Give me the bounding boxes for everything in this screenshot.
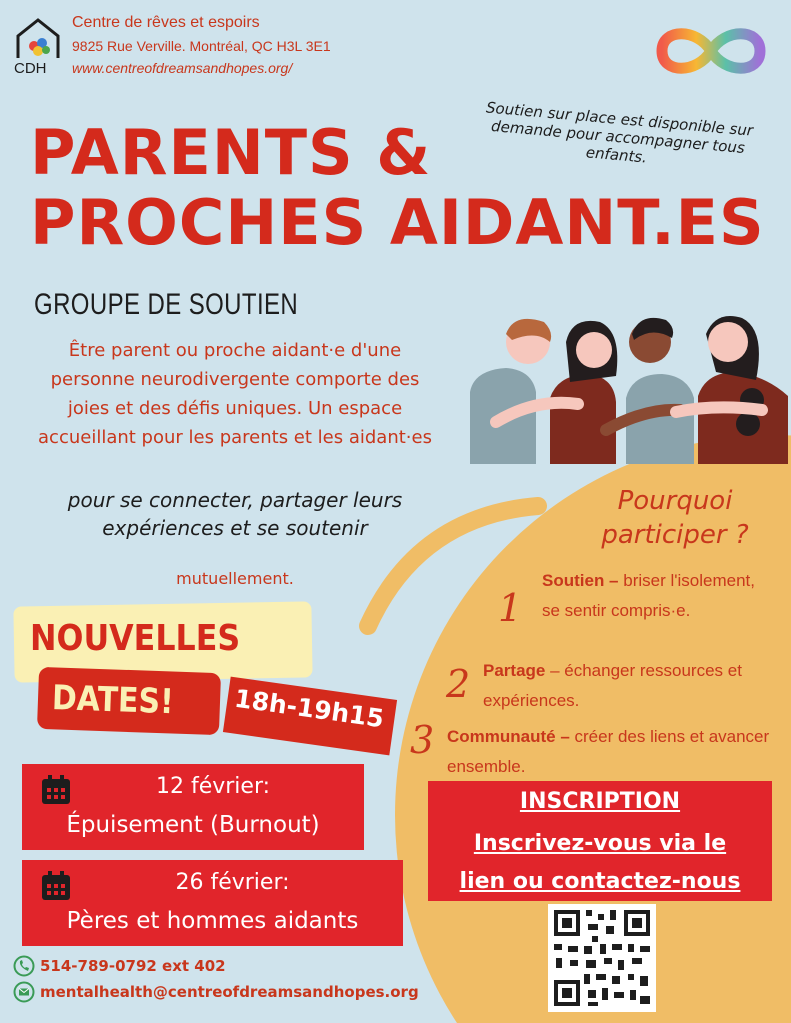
reason-item: Partage – échanger ressources et expériences.: [483, 661, 742, 710]
mail-icon: [13, 981, 35, 1003]
reason-number: 2: [446, 662, 471, 706]
logo-label: CDH: [14, 60, 47, 77]
inscription-box[interactable]: [428, 781, 772, 901]
session-card: [22, 860, 403, 946]
session-title: Pères et hommes aidants: [66, 908, 359, 934]
reason-number: 1: [498, 586, 523, 630]
mutual-text: mutuellement.: [176, 569, 294, 588]
people-hugging-illustration: [466, 312, 791, 464]
infinity-icon: [652, 20, 770, 82]
org-address: 9825 Rue Verville. Montréal, QC H3L 3E1: [72, 38, 331, 54]
new-badge-text: NOUVELLES: [30, 618, 241, 659]
page-title-line1: PARENTS &: [30, 116, 432, 189]
reason-number: 3: [410, 718, 435, 762]
phone-number[interactable]: 514-789-0792 ext 402: [40, 957, 226, 975]
onsite-support-note: Soutien sur place est disponible sur demande pour accompagner tous enfants.: [485, 98, 754, 167]
inscription-line1[interactable]: Inscrivez-vous via le: [473, 831, 727, 856]
inscription-body[interactable]: [428, 825, 772, 901]
phone-icon: [13, 955, 35, 977]
org-name: Centre de rêves et espoirs: [72, 14, 260, 31]
inscription-title: INSCRIPTION: [519, 789, 681, 814]
connect-text: pour se connecter, partager leurs expériences et se soutenir: [67, 488, 403, 540]
reason-item: Soutien – briser l'isolement, se sentir compris·e.: [542, 571, 755, 620]
why-participate-heading: Pourquoi participer ?: [601, 486, 749, 550]
inscription-line2[interactable]: lien ou contactez-nous: [459, 869, 741, 894]
session-title: Épuisement (Burnout): [66, 812, 320, 838]
session-card: [22, 764, 364, 850]
session-date: 12 février:: [155, 774, 271, 799]
time-badge-text: 18h-19h15: [232, 683, 386, 734]
dates-badge-text: DATES!: [51, 678, 175, 723]
page-title-line2: PROCHES AIDANT.ES: [30, 186, 765, 259]
session-date: 26 février:: [175, 870, 290, 895]
description: Être parent ou proche aidant·e d'une personne neurodivergente comporte des joies et des défis uniques. Un espace accueillant pour les parents et les aidant·es: [38, 340, 432, 448]
org-website-link[interactable]: www.centreofdreamsandhopes.org/: [72, 60, 293, 76]
reason-item: Communauté – créer des liens et avancer ensemble.: [447, 727, 770, 776]
subtitle: GROUPE DE SOUTIEN: [34, 288, 299, 321]
qr-code-icon[interactable]: [548, 904, 656, 1012]
email-address[interactable]: mentalhealth@centreofdreamsandhopes.org: [40, 983, 419, 1001]
